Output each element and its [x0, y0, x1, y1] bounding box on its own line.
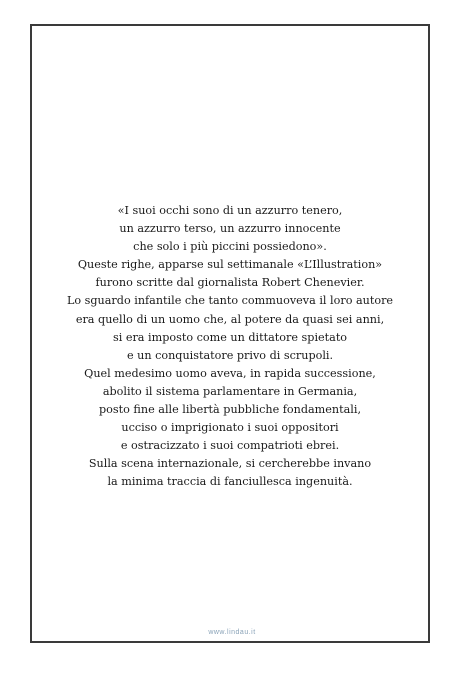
passage-line: che solo i più piccini possiedono». — [133, 240, 327, 254]
passage-line: Quel medesimo uomo aveva, in rapida successione, — [84, 366, 376, 380]
passage-line: posto fine alle libertà pubbliche fondamentali, — [99, 403, 361, 417]
passage-line: un azzurro terso, un azzurro innocente — [119, 222, 341, 236]
passage-line: Sulla scena internazionale, si cercherebbe invano — [88, 457, 372, 471]
passage-line: Queste righe, apparse sul settimanale «L’Illustration» — [77, 258, 383, 272]
passage-line: e un conquistatore privo di scrupoli. — [126, 348, 334, 362]
passage-line: abolito il sistema parlamentare in Germania, — [102, 384, 358, 398]
passage-text — [64, 202, 396, 492]
passage-line: e ostracizzato i suoi compatrioti ebrei. — [120, 439, 340, 453]
passage-line: Lo sguardo infantile che tanto commuoveva il loro autore — [66, 294, 394, 308]
passage-line: furono scritte dal giornalista Robert Chenevier. — [95, 276, 365, 290]
passage-line: si era imposto come un dittatore spietato — [112, 330, 348, 344]
passage-line: «I suoi occhi sono di un azzurro tenero, — [117, 204, 343, 217]
passage-line: la minima traccia di fanciullesca ingenuità. — [107, 475, 353, 489]
footer-url — [0, 628, 464, 638]
passage-line: era quello di un uomo che, al potere da quasi sei anni, — [75, 312, 385, 326]
passage-line: ucciso o imprigionato i suoi oppositori — [121, 421, 339, 435]
page-frame — [30, 24, 430, 643]
footer-url-text: www.lindau.it — [204, 629, 259, 636]
